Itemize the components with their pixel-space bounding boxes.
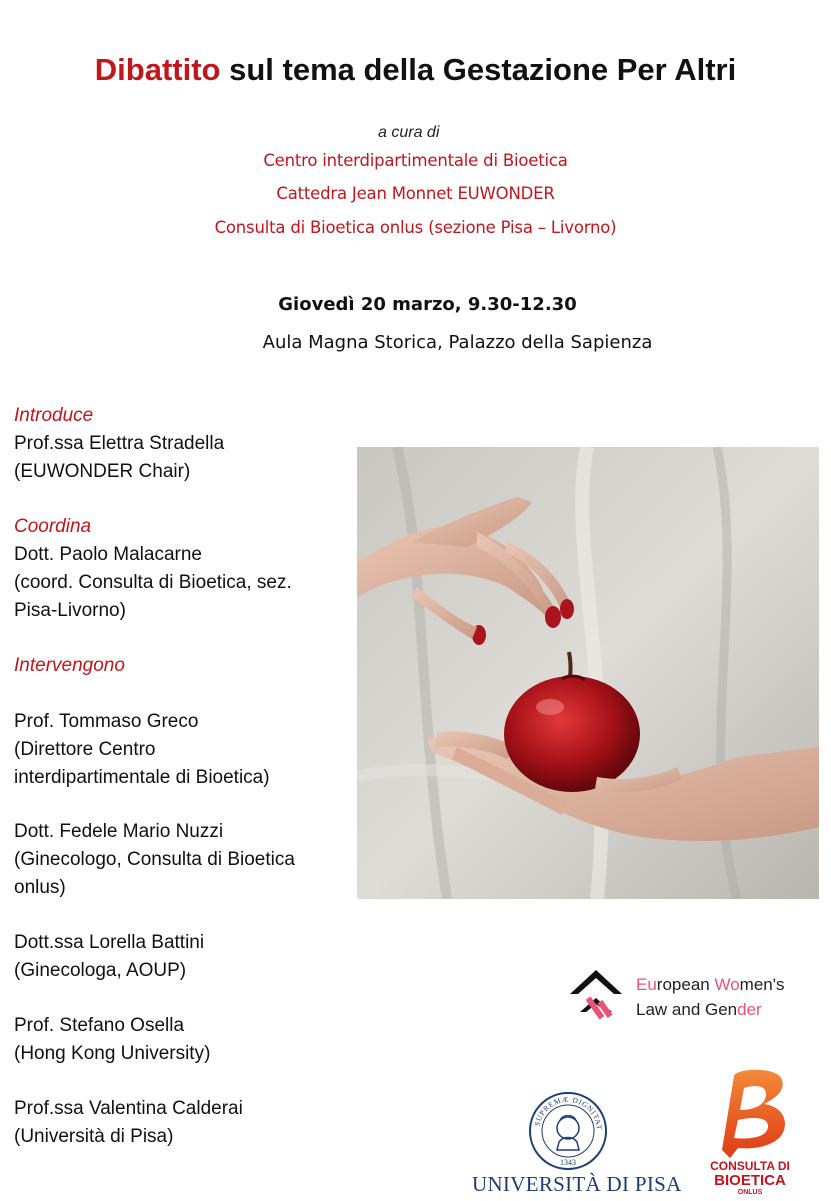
speaker-name: Prof. Tommaso Greco xyxy=(14,711,199,732)
consulta-bioetica-logo xyxy=(700,1066,800,1196)
organizer-2: Cattedra Jean Monnet EUWONDER xyxy=(276,184,555,203)
organizer-3: Consulta di Bioetica onlus (sezione Pisa – Livorno) xyxy=(214,218,617,237)
title-rest: sul tema della Gestazione Per Altri xyxy=(229,52,737,87)
speaker-affiliation: (EUWONDER Chair) xyxy=(14,461,191,482)
organizer-1: Centro interdipartimentale di Bioetica xyxy=(263,151,568,170)
svg-text:IN SUPREMÆ DIGNITATIS xyxy=(527,1090,604,1131)
hands-apple-photo xyxy=(357,447,819,899)
consulta-line1: CONSULTA DI xyxy=(710,1159,790,1173)
speaker-name: Dott. Fedele Mario Nuzzi xyxy=(14,821,224,842)
unipisa-name: UNIVERSITÀ DI PISA xyxy=(472,1172,682,1196)
speaker-name: Prof.ssa Valentina Calderai xyxy=(14,1098,243,1119)
event-venue: Aula Magna Storica, Palazzo della Sapienza xyxy=(262,332,653,353)
speaker-name: Prof.ssa Elettra Stradella xyxy=(14,433,225,454)
speaker-affiliation: interdipartimentale di Bioetica) xyxy=(14,767,270,788)
role-introduce: Introduce xyxy=(14,405,94,426)
speaker-entry xyxy=(14,929,204,985)
speaker-entry xyxy=(14,708,270,792)
unipisa-seal-text: SUPREMÆ DIGNITAT xyxy=(532,1094,605,1131)
ewlg-logo-text: European Women's Law and Gender xyxy=(636,975,785,1019)
speaker-entry xyxy=(14,818,295,902)
speaker-name: Dott. Paolo Malacarne xyxy=(14,544,202,565)
program-introduce xyxy=(14,402,224,486)
speaker-affiliation: (Ginecologo, Consulta di Bioetica xyxy=(14,849,295,870)
role-coordina: Coordina xyxy=(14,516,92,537)
ewlg-logo-icon xyxy=(566,966,626,1026)
speaker-affiliation: (Hong Kong University) xyxy=(14,1043,211,1064)
speaker-name: Prof. Stefano Osella xyxy=(14,1015,185,1036)
page-title xyxy=(0,52,831,88)
consulta-line2: BIOETICA xyxy=(714,1172,786,1189)
speaker-affiliation: (Ginecologa, AOUP) xyxy=(14,960,187,981)
curated-by-label: a cura di xyxy=(378,124,440,141)
event-date: Giovedì 20 marzo, 9.30-12.30 xyxy=(278,294,577,315)
speaker-entry xyxy=(14,1095,243,1151)
speaker-affiliation: (Università di Pisa) xyxy=(14,1126,174,1147)
title-highlight: Dibattito xyxy=(94,52,221,87)
speaker-affiliation: (Direttore Centro xyxy=(14,739,156,760)
speaker-name: Dott.ssa Lorella Battini xyxy=(14,932,205,953)
program-coordina xyxy=(14,513,292,625)
unipisa-seal-icon xyxy=(527,1090,609,1172)
speaker-affiliation: (coord. Consulta di Bioetica, sez. xyxy=(14,572,292,593)
speaker-affiliation: onlus) xyxy=(14,877,66,898)
consulta-line3: ONLUS xyxy=(737,1189,763,1196)
speaker-affiliation: Pisa-Livorno) xyxy=(14,600,126,621)
role-intervengono: Intervengono xyxy=(14,655,125,676)
unipisa-seal-year: 1343 xyxy=(560,1158,576,1167)
speaker-entry xyxy=(14,1012,210,1068)
